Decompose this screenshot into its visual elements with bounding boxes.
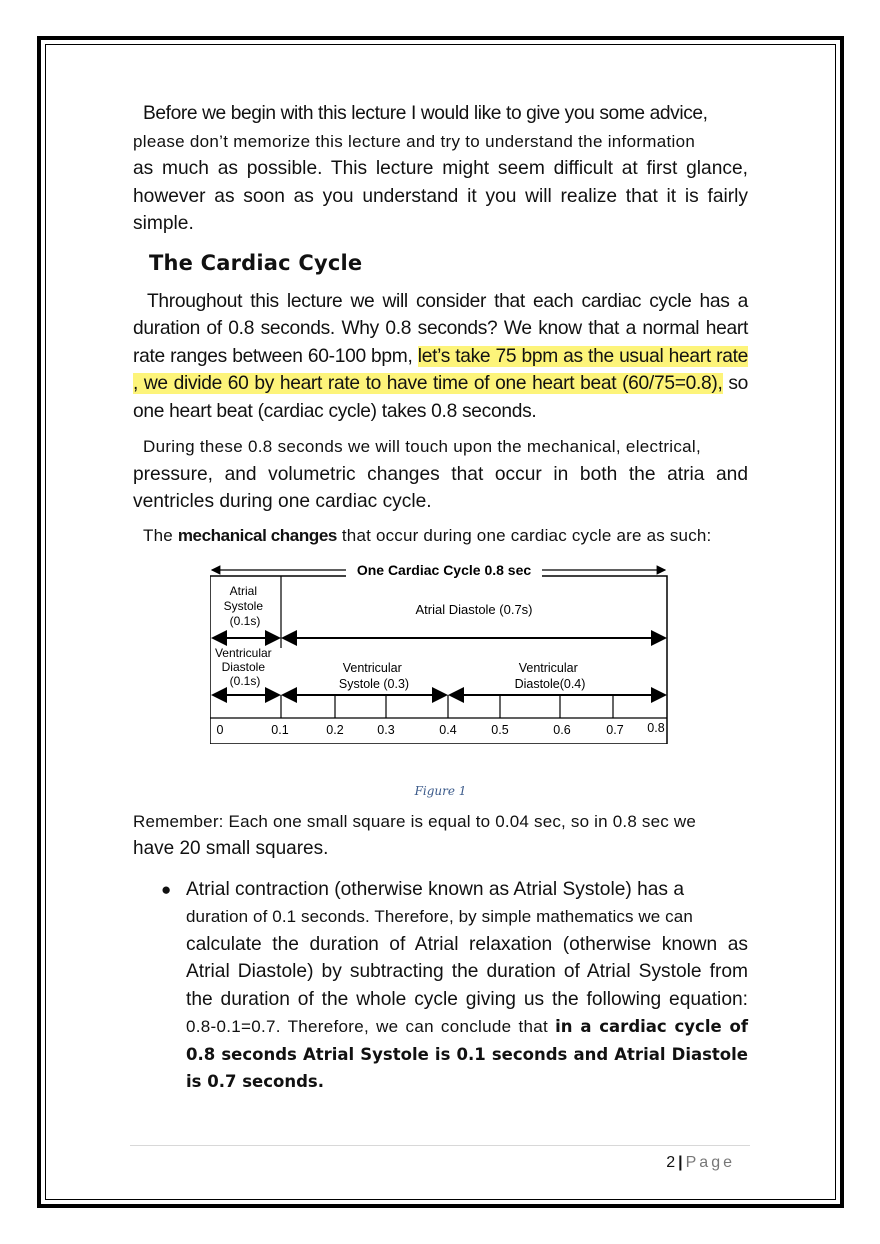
tick-labels <box>217 721 665 737</box>
changes-paragraph <box>133 433 748 516</box>
bullet-list <box>133 876 748 1096</box>
mechanical-prefix: The <box>143 525 178 545</box>
tick-label: 0.2 <box>326 722 344 737</box>
bullet-middle: calculate the duration of Atrial relaxation (otherwise known as Atrial Diastole) by subtracting the duration of Atrial Systole from the duration of the whole cycle giving us the following equation: <box>186 933 748 1010</box>
cardiac-cycle-figure <box>210 558 670 744</box>
tick-label: 0.6 <box>553 722 571 737</box>
cycle-header-label: One Cardiac Cycle 0.8 sec <box>356 561 532 578</box>
bullet-conclusion: in a cardiac cycle of 0.8 seconds Atrial Systole is 0.1 seconds and Atrial Diastole is 0.7 seconds. <box>186 1017 748 1091</box>
page-number: 2 <box>666 1154 676 1171</box>
intro-paragraph <box>133 100 748 238</box>
figure-caption: Figure 1 <box>414 783 467 798</box>
ventricular-diastole-first-label: Ventricular Diastole (0.1s) <box>214 645 272 688</box>
bullet-line-2: duration of 0.1 seconds. Therefore, by simple mathematics we can <box>186 907 693 926</box>
mechanical-suffix: that occur during one cardiac cycle are as such: <box>336 525 712 545</box>
tick-label: 0.3 <box>377 722 395 737</box>
bullet-equation: 0.8-0.1=0.7. Therefore, we can conclude that <box>186 1017 556 1036</box>
atrial-systole-label: Atrial Systole (0.1s) <box>223 583 264 628</box>
footer-divider <box>130 1145 750 1146</box>
atrial-diastole-label: Atrial Diastole (0.7s) <box>415 601 533 617</box>
intro-line-2: please don’t memorize this lecture and try to understand the information <box>133 131 696 151</box>
remember-note <box>133 808 748 862</box>
highlighted-text: let’s take 75 bpm as the usual heart rate , we divide 60 by heart rate to have time of one heart beat (60/75=0.8), <box>133 345 748 394</box>
footer-separator: | <box>678 1154 683 1171</box>
tick-label: 0.1 <box>271 722 289 737</box>
bullet-dot-icon: ● <box>161 879 172 899</box>
mechanical-bold: mechanical changes <box>177 525 337 545</box>
page-footer <box>666 1154 735 1172</box>
ventricular-systole-label: Ventricular Systole (0.3) <box>338 660 410 691</box>
tick-label: 0 <box>216 722 224 737</box>
intro-line-1: Before we begin with this lecture I would like to give you some advice, <box>143 103 708 124</box>
tick-label: 0.5 <box>491 722 509 737</box>
bullet-line-1: Atrial contraction (otherwise known as Atrial Systole) has a <box>186 878 685 900</box>
list-item <box>161 876 748 1096</box>
section-heading: The Cardiac Cycle <box>149 250 363 275</box>
page-label: Page <box>685 1154 735 1171</box>
mechanical-line <box>133 526 748 546</box>
remember-line-2: have 20 small squares. <box>133 837 329 859</box>
changes-line-1: During these 0.8 seconds we will touch upon the mechanical, electrical, <box>143 437 702 456</box>
cycle-paragraph <box>133 288 748 426</box>
tick-marks <box>210 695 667 718</box>
cardiac-cycle-diagram <box>210 558 670 744</box>
intro-rest: as much as possible. This lecture might seem difficult at first glance, however as soon as you understand it you will realize that it is fairly simple. <box>133 158 748 234</box>
tick-label: 0.7 <box>606 722 624 737</box>
tick-label: 0.8 <box>647 720 665 735</box>
ventricular-diastole-second-label: Ventricular Diastole(0.4) <box>514 660 586 691</box>
cycle-text-1: Throughout this lecture we will consider that each cardiac cycle has a duration of 0.8 seconds. Why 0.8 seconds? We know that a normal heart rate ranges between 60-100 bpm, <box>133 290 748 367</box>
changes-rest: pressure, and volumetric changes that occur in both the atria and ventricles during one cardiac cycle. <box>133 463 748 512</box>
cycle-text-2: so one heart beat (cardiac cycle) takes 0.8 seconds. <box>133 373 748 422</box>
remember-line-1: Remember: Each one small square is equal to 0.04 sec, so in 0.8 sec we <box>133 811 697 831</box>
page-content <box>133 100 748 1096</box>
tick-label: 0.4 <box>439 722 457 737</box>
